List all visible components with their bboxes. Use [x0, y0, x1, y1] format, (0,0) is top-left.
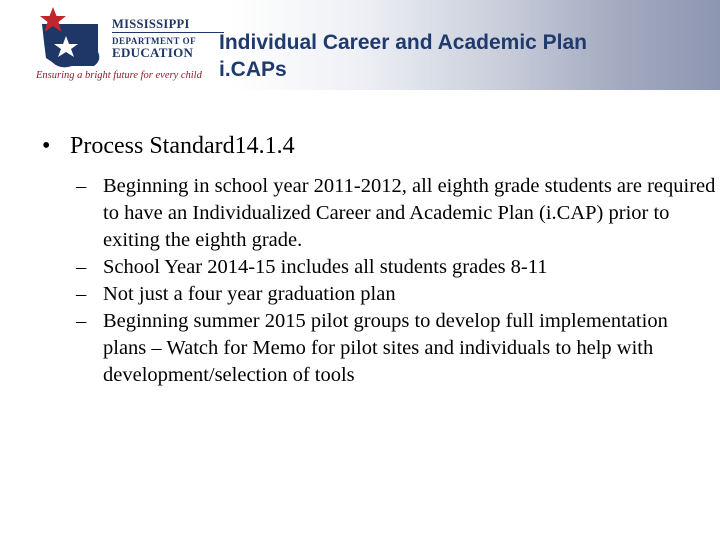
- logo-divider: [112, 32, 224, 33]
- main-bullet: [42, 133, 295, 160]
- dash-marker: –: [76, 256, 87, 278]
- logo-tagline: Ensuring a bright future for every child: [36, 70, 202, 81]
- sub-bullet-list: [76, 173, 716, 389]
- dash-marker: –: [76, 175, 87, 197]
- sub-bullet-item: [76, 173, 716, 254]
- slide-title-line-2: i.CAPs: [219, 58, 287, 81]
- red-star-icon: [38, 6, 68, 34]
- bullet-dot: •: [42, 133, 51, 159]
- logo-line-2: DEPARTMENT OF: [112, 36, 197, 46]
- slide-title: [219, 29, 709, 83]
- dash-marker: –: [76, 310, 87, 332]
- sub-bullet-text: Not just a four year graduation plan: [103, 283, 396, 305]
- slide-header: [0, 0, 720, 90]
- main-bullet-text: Process Standard14.1.4: [70, 133, 295, 159]
- sub-bullet-text: Beginning in school year 2011-2012, all eighth grade students are required to have an Individualized Career and Academic Plan (i.CAP) prior to exiting the eighth grade.: [103, 175, 716, 251]
- sub-bullet-item: [76, 254, 716, 281]
- sub-bullet-text: School Year 2014-15 includes all students grades 8-11: [103, 256, 548, 278]
- logo-line-1: MISSISSIPPI: [112, 17, 190, 31]
- sub-bullet-item: [76, 281, 716, 308]
- sub-bullet-text: Beginning summer 2015 pilot groups to develop full implementation plans – Watch for Memo for pilot sites and individuals to help with development/selection of tools: [103, 310, 668, 386]
- sub-bullet-item: [76, 308, 716, 389]
- dash-marker: –: [76, 283, 87, 305]
- logo-line-3: EDUCATION: [112, 45, 194, 60]
- mde-logo: [30, 4, 220, 86]
- slide-title-line-1: Individual Career and Academic Plan: [219, 31, 588, 54]
